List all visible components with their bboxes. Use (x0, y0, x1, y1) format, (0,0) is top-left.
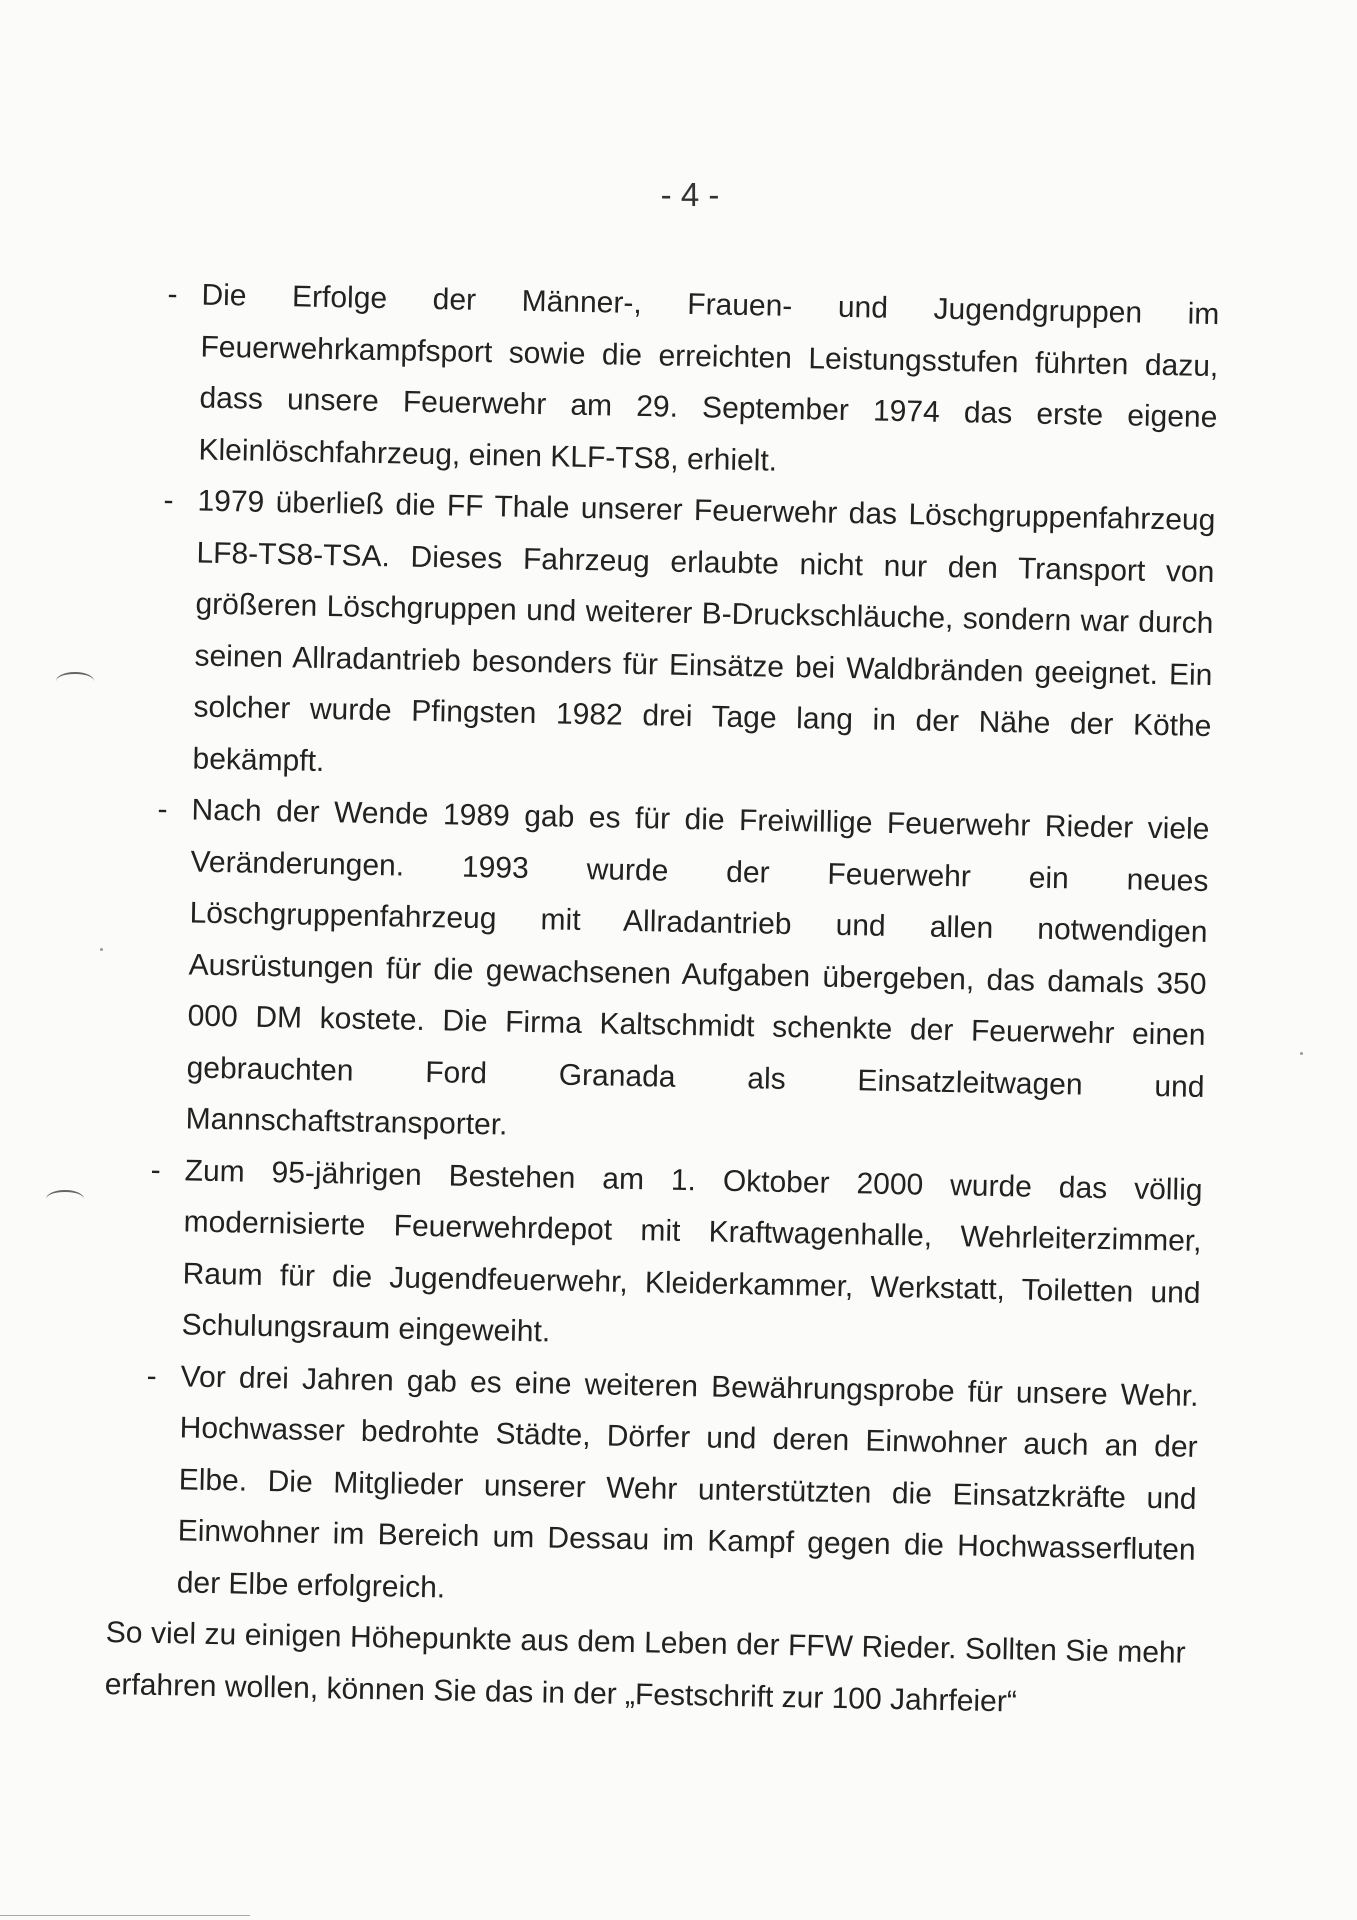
list-item (99, 1143, 1203, 1370)
bottom-edge-line (0, 1915, 250, 1916)
body-text (92, 268, 1219, 1731)
scan-speck (100, 948, 103, 951)
list-item (116, 268, 1220, 495)
bullet-dash: - (163, 483, 174, 518)
bullet-paragraph: Nach der Wende 1989 gab es für die Freiwillige Feuerwehr Rieder viele Veränderungen. 1993 wurde der Feuerwehr ein neues Löschgruppenfahrzeug mit Allradantrieb und allen notwendigen Ausrüstungen für die gewachsenen Aufgaben übergeben, das damals 350 000 DM kostete. Die Firma Kaltschmidt schenkte der Feuerwehr einen gebrauchten Ford Granada als Einsatzleitwagen und Mannschaftstransporter. (185, 793, 1210, 1142)
scan-speck (1300, 1052, 1303, 1055)
bullet-dash: - (167, 277, 178, 312)
list-item (110, 474, 1216, 804)
list-item (94, 1349, 1199, 1628)
bullet-dash: - (146, 1359, 158, 1393)
bullet-paragraph: Die Erfolge der Männer-, Frauen- und Jugendgruppen im Feuerwehrkampfsport sowie die erreichten Leistungsstufen führten dazu, dass unsere Feuerwehr am 29. September 1974 das erste eigene Kleinlöschfahrzeug, einen KLF-TS8, erhielt. (198, 278, 1220, 478)
bullet-paragraph: Vor drei Jahren gab es eine weiteren Bewährungsprobe für unsere Wehr. Hochwasser bedrohte Städte, Dörfer und deren Einwohner auch an der Elbe. Die Mitglieder unserer Wehr unterstützten die Einsatzkräfte und Einwohner im Bereich um Dessau im Kampf gegen die Hochwasserfluten der Elbe erfolgreich. (176, 1359, 1199, 1604)
bullet-dash: - (157, 792, 168, 827)
list-item (103, 783, 1210, 1165)
page-number: - 4 - (660, 176, 720, 213)
punch-hole-mark (56, 672, 94, 690)
bullet-list (94, 268, 1220, 1628)
bullet-paragraph: 1979 überließ die FF Thale unserer Feuerwehr das Löschgruppenfahrzeug LF8-TS8-TSA. Dieses Fahrzeug erlaubte nicht nur den Transport von größeren Löschgruppen und weiterer B-Druckschläuche, sondern war durch seinen Allradantrieb besonders für Einsätze bei Waldbränden geeignet. Ein solcher wurde Pfingsten 1982 drei Tage lang in der Nähe der Köthe bekämpft. (192, 484, 1216, 778)
punch-hole-mark (46, 1190, 84, 1208)
closing-paragraph: So viel zu einigen Höhepunkte aus dem Leben der FFW Rieder. Sollten Sie mehr erfahren wollen, können Sie das in der „Festschrift zur 100 Jahrfeier“ (104, 1615, 1186, 1718)
bullet-paragraph: Zum 95-jährigen Bestehen am 1. Oktober 2000 wurde das völlig modernisierte Feuerwehrdepot mit Kraftwagenhalle, Wehrleiterzimmer, Raum für die Jugendfeuerwehr, Kleiderkammer, Werkstatt, Toiletten und Schulungsraum eingeweiht. (181, 1153, 1203, 1349)
bullet-dash: - (150, 1153, 162, 1187)
